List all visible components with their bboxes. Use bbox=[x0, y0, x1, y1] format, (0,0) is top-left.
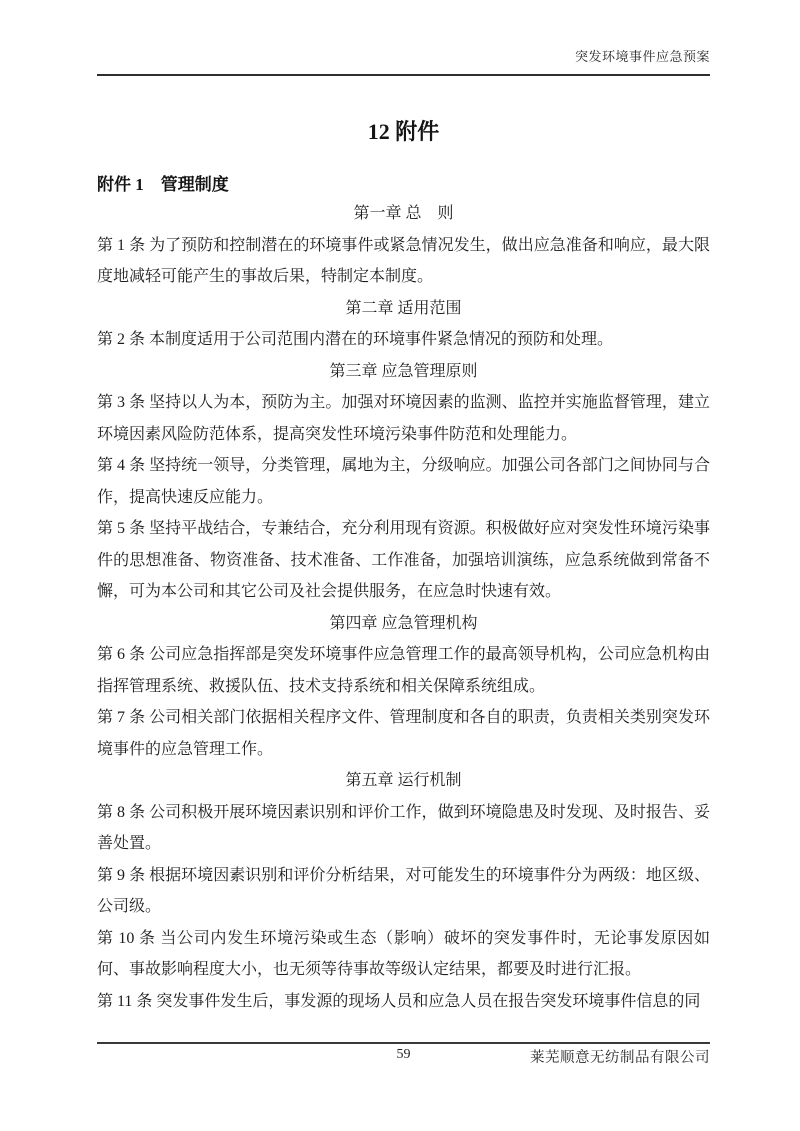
article-paragraph: 第 4 条 坚持统一领导，分类管理，属地为主，分级响应。加强公司各部门之间协同与合作，提高快速反应能力。 bbox=[97, 457, 710, 506]
article-paragraph: 第 8 条 公司积极开展环境因素识别和评价工作，做到环境隐患及时发现、及时报告、妥善处置。 bbox=[97, 803, 710, 852]
chapter-heading: 第二章 适用范围 bbox=[345, 299, 462, 317]
attachment-title: 附件 1 管理制度 bbox=[97, 175, 229, 194]
article-paragraph: 第 10 条 当公司内发生环境污染或生态（影响）破坏的突发事件时，无论事发原因如何、事故影响程度大小，也无须等待事故等级认定结果，都要及时进行汇报。 bbox=[97, 929, 710, 978]
page-footer bbox=[97, 1042, 710, 1074]
article-paragraph: 第 5 条 坚持平战结合，专兼结合，充分利用现有资源。积极做好应对突发性环境污染事件的思想准备、物资准备、技术准备、工作准备，加强培训演练，应急系统做到常备不懈，可为本公司和其它公司及社会提供服务，在应急时快速有效。 bbox=[97, 520, 710, 600]
chapter-heading: 第四章 应急管理机构 bbox=[329, 614, 478, 632]
article-paragraph: 第 11 条 突发事件发生后，事发源的现场人员和应急人员在报告突发环境事件信息的同 bbox=[97, 992, 701, 1010]
article-paragraph: 第 9 条 根据环境因素识别和评价分析结果，对可能发生的环境事件分为两级：地区级、公司级。 bbox=[97, 866, 710, 915]
article-paragraph: 第 3 条 坚持以人为本，预防为主。加强对环境因素的监测、监控并实施监督管理，建立环境因素风险防范体系，提高突发性环境污染事件防范和处理能力。 bbox=[97, 394, 710, 443]
page-number: 59 bbox=[396, 1047, 411, 1062]
article-paragraph: 第 7 条 公司相关部门依据相关程序文件、管理制度和各自的职责，负责相关类别突发环境事件的应急管理工作。 bbox=[97, 709, 710, 758]
article-paragraph: 第 2 条 本制度适用于公司范围内潜在的环境事件紧急情况的预防和处理。 bbox=[97, 331, 614, 348]
company-name: 莱芜顺意无纺制品有限公司 bbox=[530, 1050, 710, 1066]
section-title: 12 附件 bbox=[367, 119, 440, 144]
article-blocks bbox=[97, 198, 710, 1017]
page-header-title: 突发环境事件应急预案 bbox=[97, 48, 710, 76]
article-paragraph: 第 6 条 公司应急指挥部是突发环境事件应急管理工作的最高领导机构，公司应急机构由指挥管理系统、救援队伍、技术支持系统和相关保障系统组成。 bbox=[97, 646, 710, 695]
chapter-heading: 第五章 运行机制 bbox=[345, 772, 462, 789]
chapter-heading: 第三章 应急管理原则 bbox=[329, 362, 478, 380]
document-content bbox=[97, 108, 710, 1017]
article-paragraph: 第 1 条 为了预防和控制潜在的环境事件或紧急情况发生，做出应急准备和响应，最大限度地减轻可能产生的事故后果，特制定本制度。 bbox=[97, 236, 710, 285]
chapter-heading: 第一章 总 则 bbox=[353, 205, 454, 222]
